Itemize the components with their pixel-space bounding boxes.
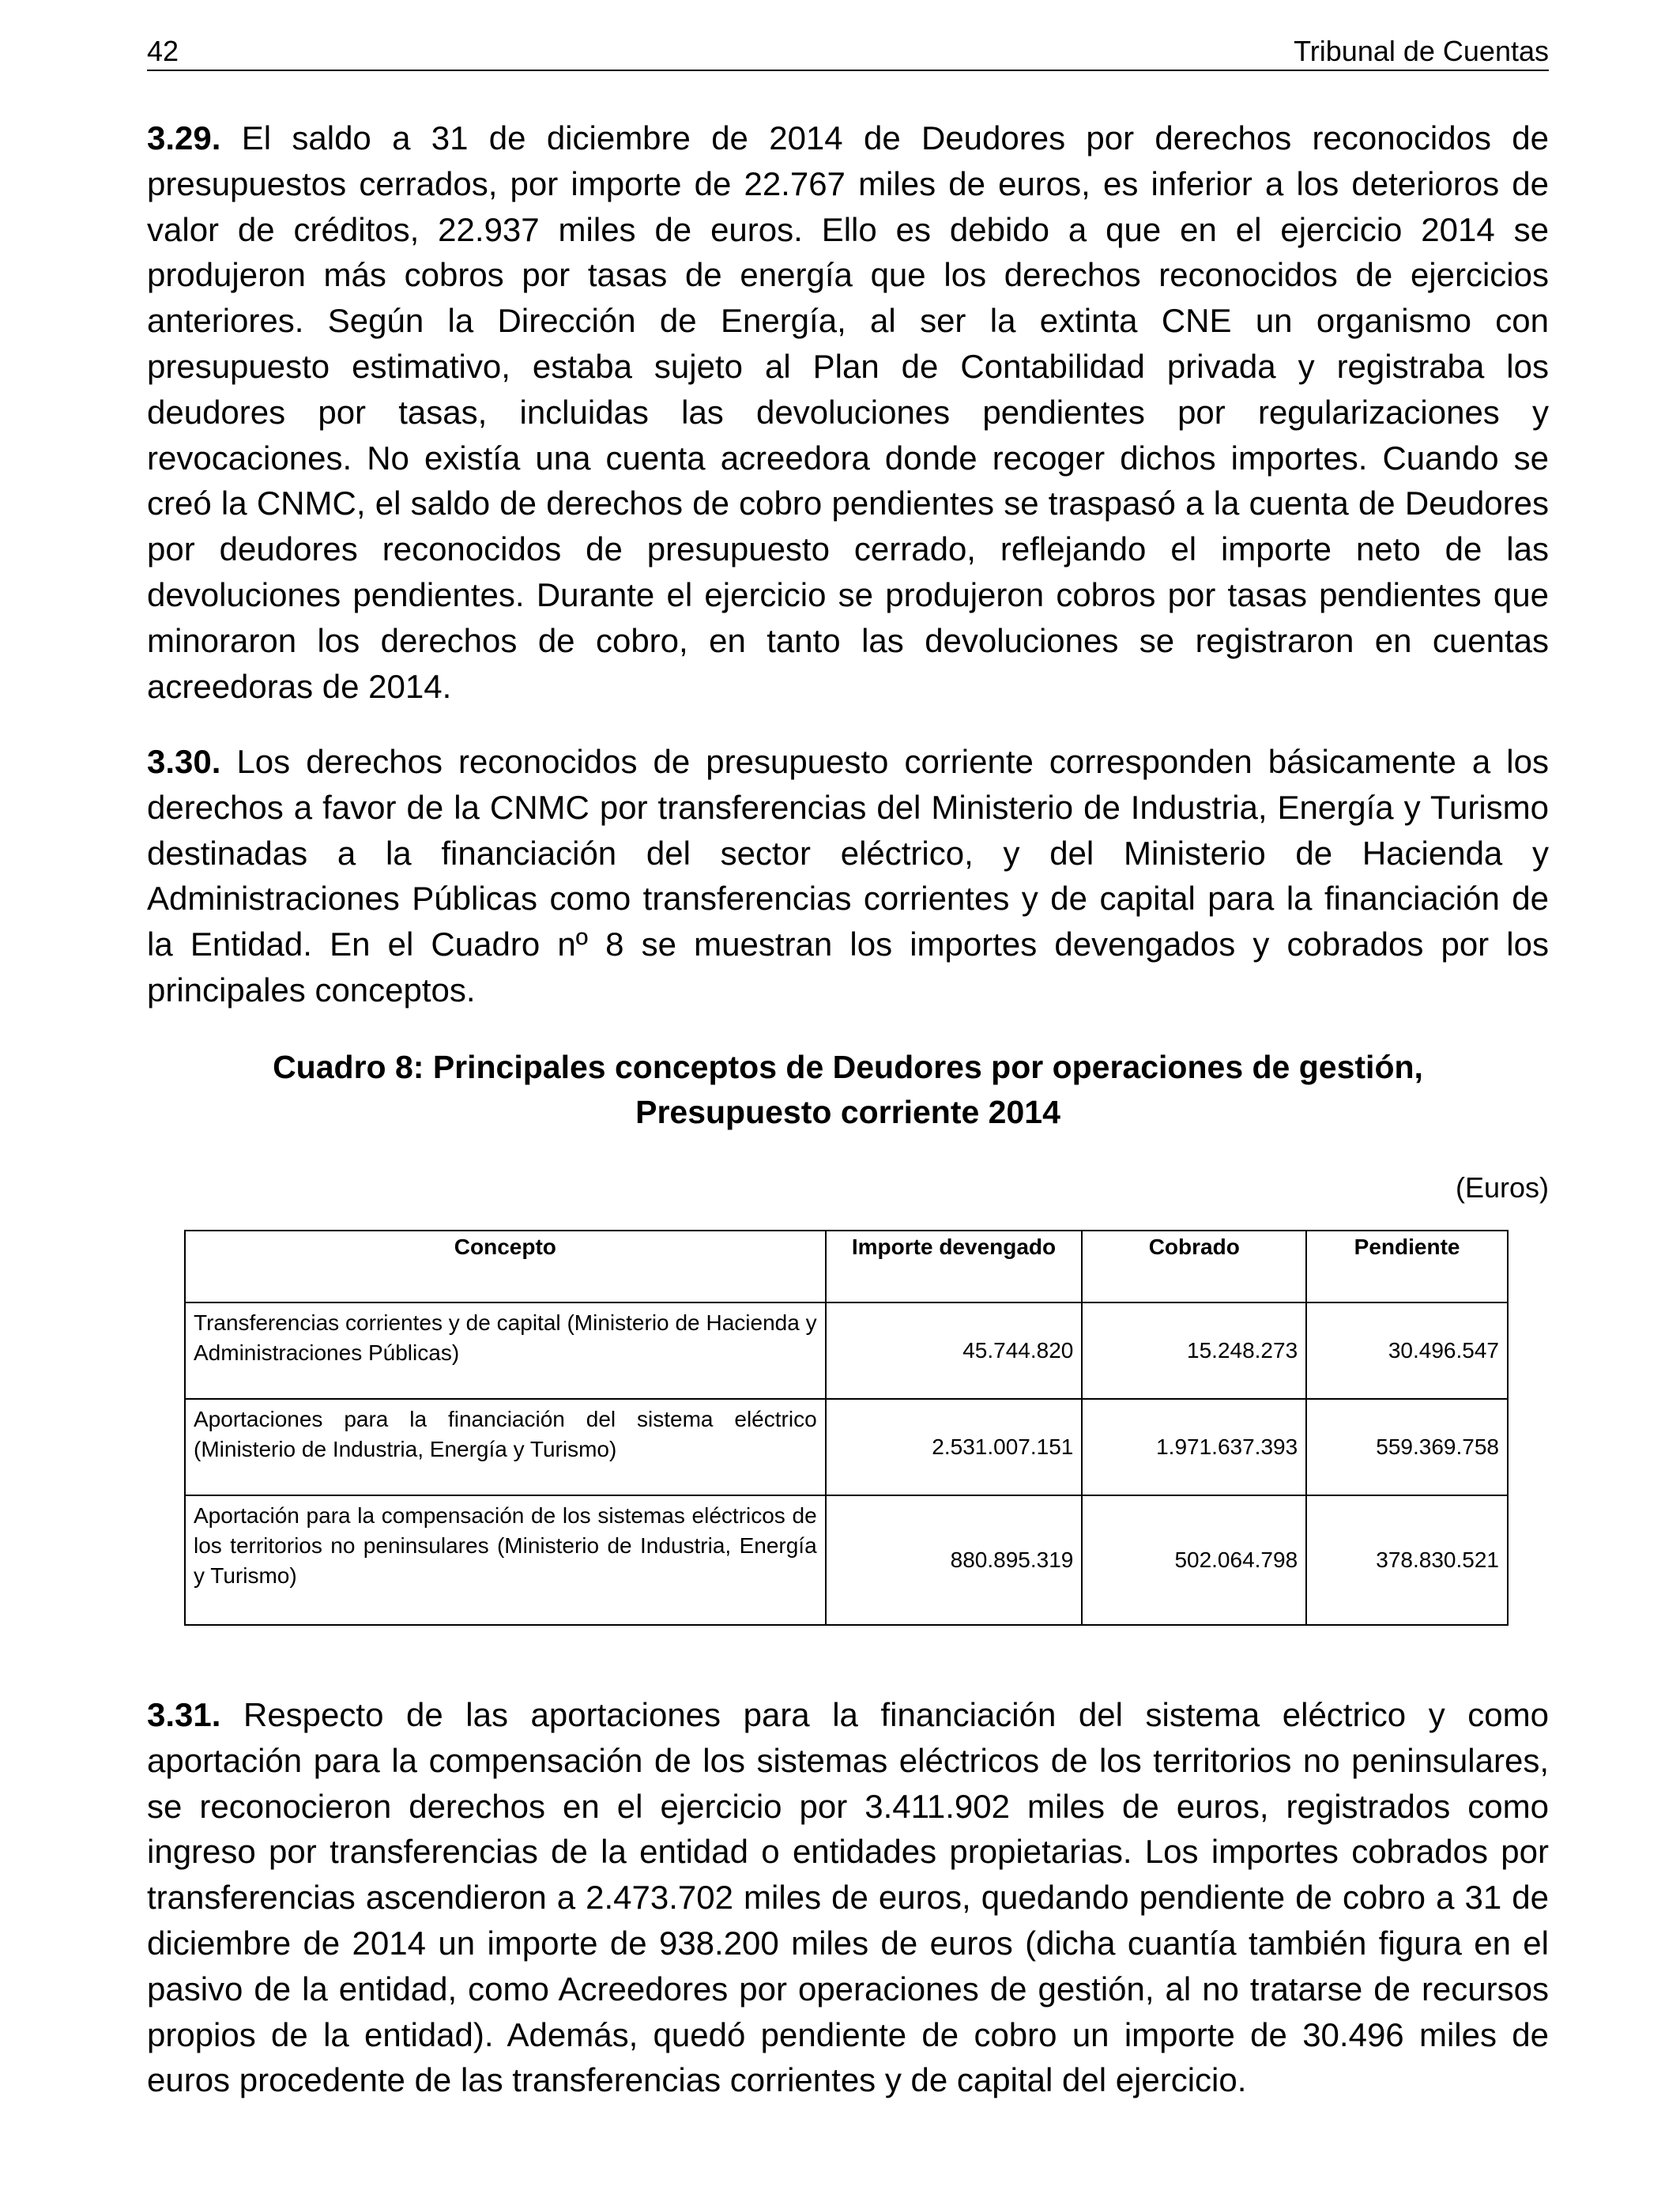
cell-cobrado: 1.971.637.393: [1082, 1399, 1306, 1495]
column-header-pendiente: Pendiente: [1306, 1231, 1508, 1302]
paragraph-number: 3.29.: [147, 119, 221, 156]
cell-cobrado: 15.248.273: [1082, 1302, 1306, 1399]
cell-devengado: 2.531.007.151: [826, 1399, 1083, 1495]
paragraph-number: 3.31.: [147, 1696, 221, 1733]
table-caption: [147, 1045, 1549, 1135]
paragraph-text: Respecto de las aportaciones para la financiación del sistema eléctrico y como aportación para la compensación de los sistemas eléctricos de los territorios no peninsulares, se reconocieron derechos en el ejercicio por 3.411.902 miles de euros, registrados como ingreso por transferencias de la entidad o entidades propietarias. Los importes cobrados por transferencias ascendieron a 2.473.702 miles de euros, quedando pendiente de cobro a 31 de diciembre de 2014 un importe de 938.200 miles de euros (dicha cuantía también figura en el pasivo de la entidad, como Acreedores por operaciones de gestión, al no tratarse de recursos propios de la entidad). Además, quedó pendiente de cobro un importe de 30.496 miles de euros procedente de las transferencias corrientes y de capital del ejercicio.: [147, 1696, 1549, 2099]
cell-concepto: Aportación para la compensación de los sistemas eléctricos de los territorios no peninsulares (Ministerio de Industria, Energía y Turismo): [185, 1495, 826, 1625]
caption-line-2: Presupuesto corriente 2014: [635, 1094, 1060, 1130]
page-number: 42: [147, 35, 179, 67]
table-row: [185, 1302, 1508, 1399]
table-row: [185, 1399, 1508, 1495]
cell-devengado: 45.744.820: [826, 1302, 1083, 1399]
paragraph-3-29: [147, 115, 1549, 709]
paragraph-3-31: [147, 1692, 1549, 2103]
cell-pendiente: 30.496.547: [1306, 1302, 1508, 1399]
column-header-cobrado: Cobrado: [1082, 1231, 1306, 1302]
cell-pendiente: 378.830.521: [1306, 1495, 1508, 1625]
column-header-importe-devengado: Importe devengado: [826, 1231, 1083, 1302]
paragraph-number: 3.30.: [147, 743, 221, 780]
table-header-row: [185, 1231, 1508, 1302]
deudores-table: [184, 1230, 1509, 1626]
cell-cobrado: 502.064.798: [1082, 1495, 1306, 1625]
table-units: (Euros): [1455, 1171, 1549, 1204]
cell-concepto: Transferencias corrientes y de capital (Ministerio de Hacienda y Administraciones Públicas): [185, 1302, 826, 1399]
cell-concepto: Aportaciones para la financiación del sistema eléctrico (Ministerio de Industria, Energía y Turismo): [185, 1399, 826, 1495]
paragraph-3-30: [147, 739, 1549, 1013]
cell-devengado: 880.895.319: [826, 1495, 1083, 1625]
caption-line-1: Cuadro 8: Principales conceptos de Deudores por operaciones de gestión,: [273, 1049, 1423, 1085]
paragraph-text: Los derechos reconocidos de presupuesto corriente corresponden básicamente a los derechos a favor de la CNMC por transferencias del Ministerio de Industria, Energía y Turismo destinadas a la financiación del sector eléctrico, y del Ministerio de Hacienda y Administraciones Públicas como transferencias corrientes y de capital para la financiación de la Entidad. En el Cuadro nº 8 se muestran los importes devengados y cobrados por los principales conceptos.: [147, 743, 1549, 1008]
table-row: [185, 1495, 1508, 1625]
page-header: [147, 32, 1549, 71]
paragraph-text: El saldo a 31 de diciembre de 2014 de Deudores por derechos reconocidos de presupuestos cerrados, por importe de 22.767 miles de euros, es inferior a los deterioros de valor de créditos, 22.937 miles de euros. Ello es debido a que en el ejercicio 2014 se produjeron más cobros por tasas de energía que los derechos reconocidos de ejercicios anteriores. Según la Dirección de Energía, al ser la extinta CNE un organismo con presupuesto estimativo, estaba sujeto al Plan de Contabilidad privada y registraba los deudores por tasas, incluidas las devoluciones pendientes por regularizaciones y revocaciones. No existía una cuenta acreedora donde recoger dichos importes. Cuando se creó la CNMC, el saldo de derechos de cobro pendientes se traspasó a la cuenta de Deudores por deudores reconocidos de presupuesto cerrado, reflejando el importe neto de las devoluciones pendientes. Durante el ejercicio se produjeron cobros por tasas pendientes que minoraron los derechos de cobro, en tanto las devoluciones se registraron en cuentas acreedoras de 2014.: [147, 119, 1549, 705]
column-header-concepto: Concepto: [185, 1231, 826, 1302]
header-title: Tribunal de Cuentas: [1294, 35, 1549, 67]
cell-pendiente: 559.369.758: [1306, 1399, 1508, 1495]
